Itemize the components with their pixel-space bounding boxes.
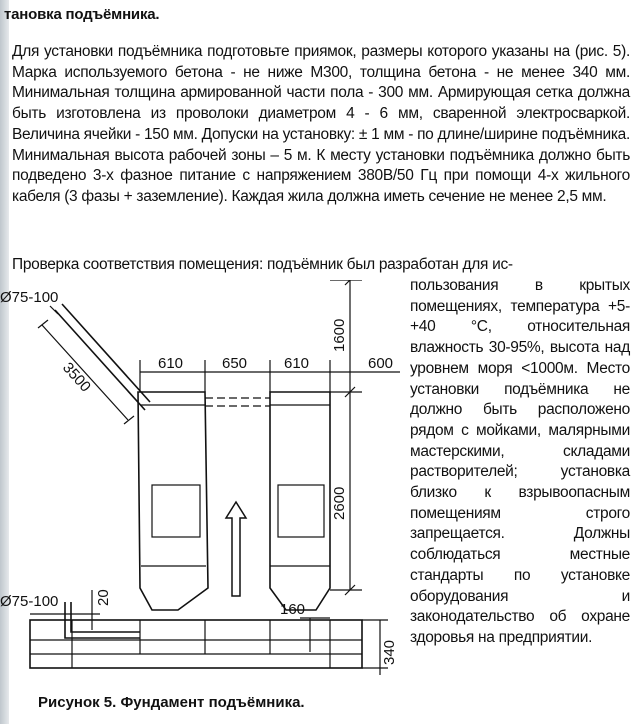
label-610-left: 610 — [158, 355, 184, 372]
right-platform-pit — [270, 392, 330, 610]
section-heading: тановка подъёмника. — [4, 6, 160, 23]
label-2600: 2600 — [331, 486, 348, 520]
foundation-section — [30, 590, 388, 675]
figure-caption: Рисунок 5. Фундамент подъёмника. — [38, 694, 305, 711]
pipe-diagonal — [50, 304, 150, 410]
foundation-diagram — [0, 280, 400, 680]
room-check-paragraph-first-line: Проверка соответствия помещения: подъёмник был разработан для ис- — [12, 256, 513, 273]
label-160: 160 — [280, 601, 306, 618]
label-600: 600 — [368, 355, 394, 372]
label-610-right: 610 — [284, 355, 310, 372]
label-3500: 3500 — [59, 359, 94, 396]
room-check-paragraph-column: пользования в крытых помещениях, температура +5-+40 °С, относительная влажность 30-95%, высота над уровнем моря <1000м. Место установки подъёмника не должно быть расположено рядом с мойками, малярными мастерскими, складами растворителей; установка близко к взрывоопасным помещениям строго запрещается. Должны соблюдаться местные стандарты по установке оборудования и законодательство об охране здоровья на предприятии. — [410, 277, 630, 646]
label-650: 650 — [222, 355, 248, 372]
direction-arrow — [226, 502, 246, 596]
label-pipe-bottom: Ø75-100 — [0, 593, 59, 610]
label-340: 340 — [381, 639, 398, 665]
label-20: 20 — [95, 589, 112, 606]
label-1600: 1600 — [331, 318, 348, 352]
installation-paragraph: Для установки подъёмника подготовьте приямок, размеры которого указаны на (рис. 5). Марка используемого бетона - не ниже М300, толщина бетона - не менее 340 мм. Минимальная толщина армированной части пола - 300 мм. Армирующая сетка должна быть изготовлена из проволоки диаметром 4 - 6 мм, сваренной электросваркой. Величина ячейки - 150 мм. Допуски на установку: ± 1 мм - по длине/ширине подъёмника. Минимальная высота рабочей зоны – 5 м. К месту установки подъёмника должно быть подведено 3-х фазное питание с напряжением 380В/50 Гц при помощи 4-х жильного кабеля (3 фазы + заземление). Каждая жила должна иметь сечение не менее 2,5 мм. — [12, 43, 630, 205]
left-platform-pit — [138, 392, 208, 610]
cable-channel — [205, 398, 270, 406]
label-pipe-top: Ø75-100 — [0, 289, 59, 306]
dimension-line-3500 — [38, 320, 134, 424]
